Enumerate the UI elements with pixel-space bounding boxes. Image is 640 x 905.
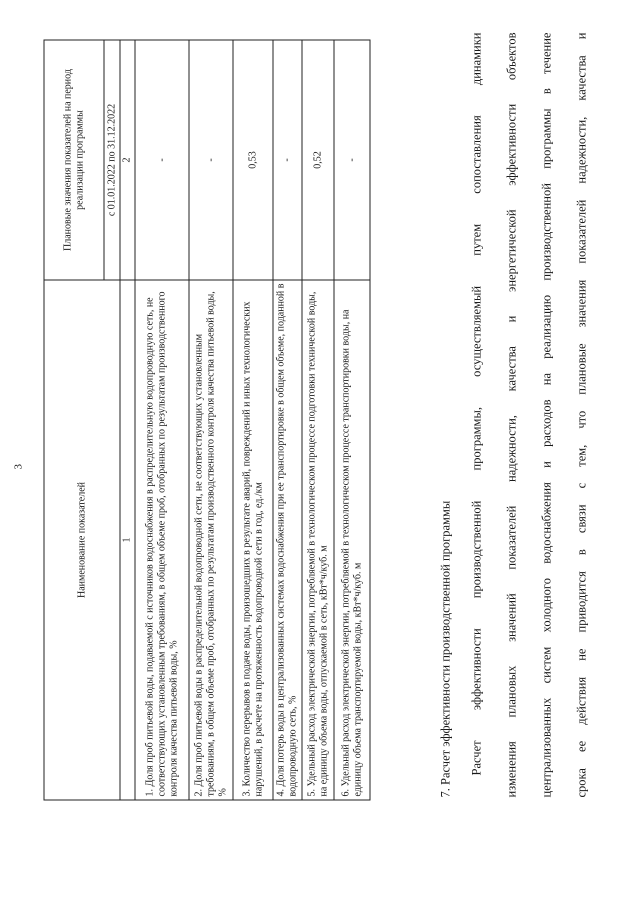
header-indicator-name: Наименование показателей [44,280,120,800]
row-plan-value: - [273,40,302,280]
row-plan-value: 0,53 [233,40,273,280]
header-period: с 01.01.2022 по 31.12.2022 [104,40,120,280]
header-plan-values: Плановые значения показателей на период реализации программы [44,40,104,280]
paragraph-line: срока ее действия не приводится в связи с тем, что плановые значения показателей надежности, качества и [574,32,588,797]
row-indicator-text: 6. Удельный расход электрической энергии, потребляемой в технологическом процессе транспортировки воды, на единицу объема транспортируемой воды, кВт*ч/куб. м [334,280,370,800]
table-row [334,40,370,800]
column-number-1: 1 [120,280,135,800]
column-number-2: 2 [120,40,135,280]
paragraph-line: Расчет эффективности производственной программы, осуществляемый путем сопоставления динамики [469,32,483,775]
paragraph-line: централизованных систем холодного водоснабжения и расходов на реализацию производственной программы в течение [539,32,553,797]
row-indicator-text: 1. Доля проб питьевой воды, подаваемой с источников водоснабжения в распределительную водопроводную сеть, не соответствующих установленным требованиям, в общем объеме проб, отобранных по результатам производственного контроля качества питьевой воды, % [135,280,189,800]
row-indicator-text: 5. Удельный расход электрической энергии, потребляемой в технологическом процессе подготовки технической воды, на единицу объема воды, отпускаемой в сеть, кВт*ч/куб. м [302,280,334,800]
row-indicator-text: 2. Доля проб питьевой воды в распределительной водопроводной сети, не соответствующих установленным требованиям, в общем объеме проб, отобранных по результатам производственного контроля качества питьевой воды, % [189,280,233,800]
row-plan-value: - [135,40,189,280]
row-indicator-text: 4. Доля потерь воды в централизованных системах водоснабжения при ее транспортировке в общем объеме, поданной в водопроводную сеть, % [273,280,302,800]
table-row [189,40,233,800]
row-indicator-text: 3. Количество перерывов в подаче воды, произошедших в результате аварий, повреждений и иных технологических нарушений, в расчете на протяженность водопроводной сети в год, ед./км [233,280,273,800]
table-row [233,40,273,800]
row-plan-value: - [189,40,233,280]
table-row [135,40,189,800]
indicators-table [43,39,370,800]
paragraph-line: изменения плановых значений показателей надежности, качества и энергетической эффективности объектов [504,32,518,797]
row-plan-value: - [334,40,370,280]
table-row [273,40,302,800]
table-row [302,40,334,800]
page-number: 3 [12,463,24,469]
section-title: 7. Расчет эффективности производственной программы [438,500,452,797]
row-plan-value: 0,52 [302,40,334,280]
